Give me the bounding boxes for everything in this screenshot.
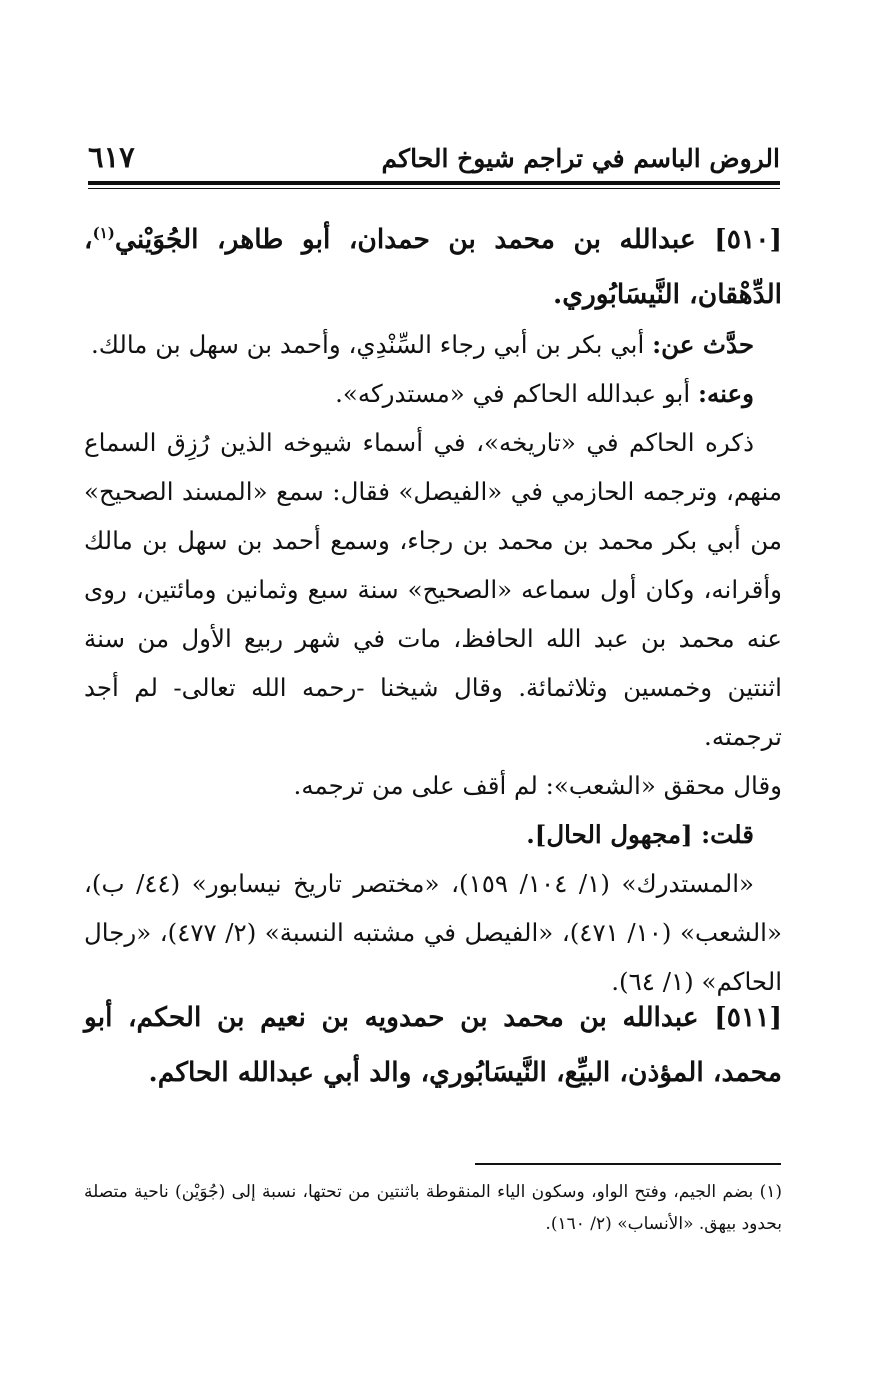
teachers-label: حدَّث عن:	[652, 330, 754, 359]
entry-510-heading	[84, 212, 782, 322]
entry-510	[84, 212, 782, 322]
entry-511	[84, 990, 782, 1100]
students-text: أبو عبدالله الحاكم في «مستدركه».	[335, 379, 698, 408]
entry-511-heading: [٥١١] عبدالله بن محمد بن حمدويه بن نعيم بن الحكم، أبو محمد، المؤذن، البيِّع، النَّيسَابُوري، والد أبي عبدالله الحاكم.	[84, 1002, 782, 1088]
students-label: وعنه:	[697, 379, 754, 408]
book-title: الروض الباسم في تراجم شيوخ الحاكم	[381, 144, 780, 173]
teachers-line	[84, 320, 782, 369]
entry-510-body	[84, 320, 782, 1006]
footnote-1: (١) بضم الجيم، وفتح الواو، وسكون الياء المنقوطة باثنتين من تحتها، نسبة إلى (جُوَيْن) ناحية متصلة بحدود بيهق. «الأنساب» (٢/ ١٦٠).	[84, 1182, 782, 1234]
page-number: ٦١٧	[88, 140, 135, 174]
running-header	[88, 138, 780, 178]
verdict-text: قلت: [مجهول الحال].	[526, 820, 754, 849]
header-rule-thick	[88, 181, 780, 185]
entry-510-title: [٥١٠] عبدالله بن محمد بن حمدان، أبو طاهر، الجُوَيْني	[114, 224, 782, 255]
teachers-text: أبي بكر بن أبي رجاء السِّنْدِي، وأحمد بن سهل بن مالك.	[90, 330, 653, 359]
entry-510-title-tail: ، الدِّهْقان، النَّيسَابُوري.	[84, 224, 782, 310]
verdict-line	[84, 810, 782, 859]
header-rule-thin	[88, 188, 780, 189]
footnote-marker[interactable]: (١)	[92, 224, 115, 243]
sources-paragraph: «المستدرك» (١/ ١٠٤/ ١٥٩)، «مختصر تاريخ نيسابور» (٤٤/ ب)، «الشعب» (١٠/ ٤٧١)، «الفيصل في مشتبه النسبة» (٢/ ٤٧٧)، «رجال الحاكم» (١/ ٦٤).	[84, 869, 782, 996]
biography-paragraph: ذكره الحاكم في «تاريخه»، في أسماء شيوخه الذين رُزِق السماع منهم، وترجمه الحازمي في «الفيصل» فقال: سمع «المسند الصحيح» من أبي بكر محمد بن محمد بن رجاء، وسمع أحمد بن سهل بن مالك وأقرانه، وكان أول سماعه «الصحيح» سنة سبع وثمانين ومائتين، روى عنه محمد بن عبد الله الحافظ، مات في شهر ربيع الأول من سنة اثنتين وخمسين وثلاثمائة. وقال شيخنا -رحمه الله تعالى- لم أجد ترجمته.	[84, 428, 782, 751]
investigator-note: وقال محقق «الشعب»: لم أقف على من ترجمه.	[293, 771, 782, 800]
footnote-separator	[475, 1163, 781, 1165]
students-line	[84, 369, 782, 418]
